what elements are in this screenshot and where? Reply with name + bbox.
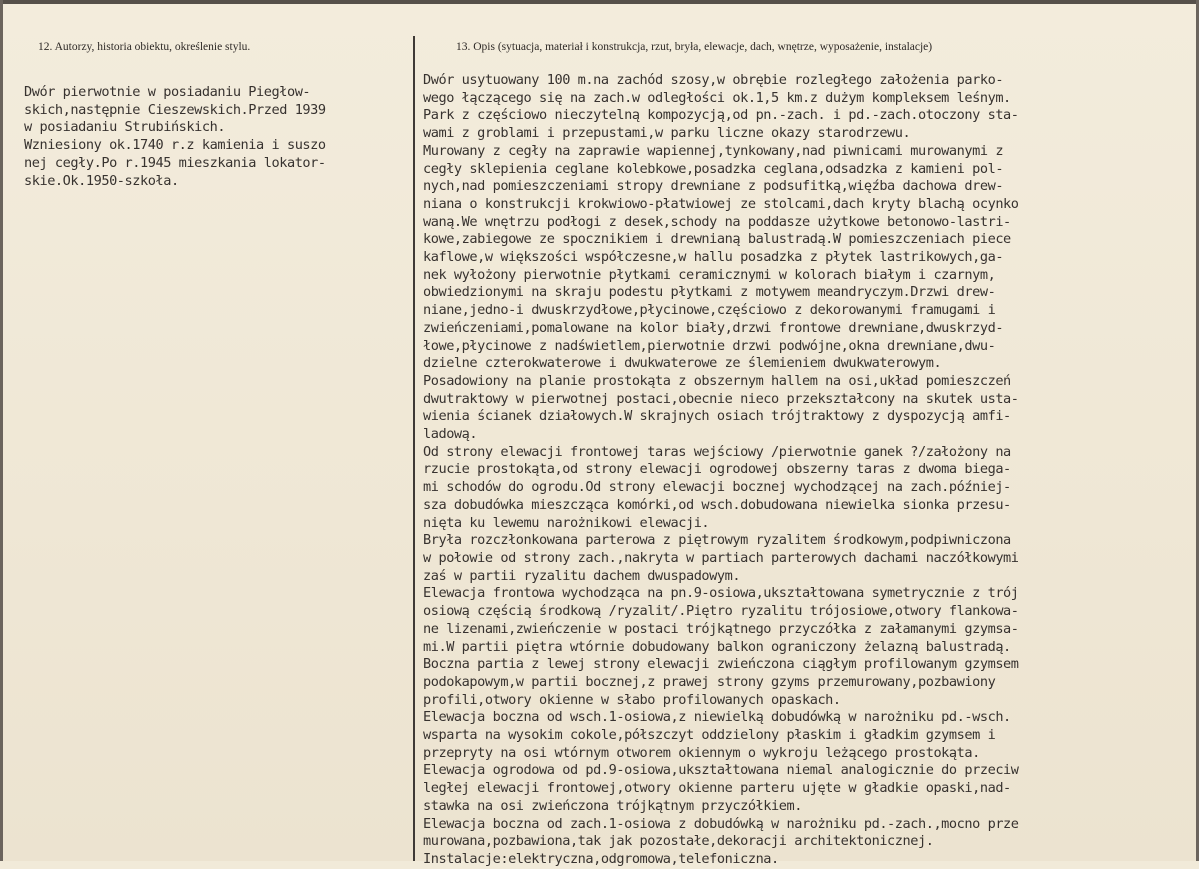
description-text-line: podokapowym,w partii bocznej,z prawej strony gzyms przemurowany,pozbawiony — [423, 673, 996, 690]
description-text-line: Park z częściowo nieczytelną kompozycją,od pn.-zach. i pd.-zach.otoczony sta- — [423, 107, 1019, 124]
history-text-line: skich,następnie Cieszewskich.Przed 1939 — [24, 101, 326, 118]
top-border — [0, 0, 1199, 4]
description-text-line: Elewacja boczna od zach.1-osiowa z dobudówką w narożniku pd.-zach.,mocno prze — [423, 815, 1019, 832]
description-text-line: zaś w partii ryzalitu dachem dwuspadowym. — [423, 567, 741, 584]
description-text-line: zwieńczeniami,pomalowane na kolor biały,drzwi frontowe drewniane,dwuskrzyd- — [423, 319, 1004, 336]
description-text-line: nięta ku lewemu narożnikowi elewacji. — [423, 514, 710, 531]
description-text-line: murowana,pozbawiona,tak jak pozostałe,dekoracji architektonicznej. — [423, 833, 934, 850]
description-text-line: dzielne czterokwaterowe i dwukwaterowe ze ślemieniem dwukwaterowym. — [423, 355, 942, 372]
description-text-line: rzucie prostokąta,od strony elewacji ogrodowej obszerny taras z dwoma biegа- — [423, 461, 1011, 478]
description-text-line: wienia ścianek działowych.W skrajnych osiach trójtraktowy z dyspozycją amfi- — [423, 408, 1011, 425]
description-text-line: mi schodów do ogrodu.Od strony elewacji bocznej wychodzącej na zach.później- — [423, 479, 1011, 496]
description-text-line: osiową częścią środkową /ryzalit/.Piętro ryzalitu trójosiowe,otwory flankowa- — [423, 603, 1019, 620]
description-text-line: w połowie od strony zach.,nakryta w partiach parterowych dachami naczółkowymi — [423, 549, 1019, 566]
description-text-line: Bryła rozczłonkowana parterowa z piętrowym ryzalitem środkowym,podpiwniczona — [423, 532, 1011, 549]
description-text-line: stawka na osi zwieńczona trójkątnym przyczółkiem. — [423, 797, 802, 814]
description-text-line: nych,nad pomieszczeniami stropy drewniane z podsufitką,więźba dachowa drew- — [423, 178, 1004, 195]
description-text-line: sza dobudówka mieszcząca komórki,od wsch.dobudowana niewielka sionka przesu- — [423, 496, 1011, 513]
history-text-line: skie.Ok.1950-szkoła. — [24, 172, 179, 189]
description-text-line: niana o konstrukcji krokwiowo-płatwiowej ze stolcami,dach kryty blachą ocynko — [423, 195, 1019, 212]
left-border — [0, 0, 3, 861]
description-text-line: przeprуty na osi wtórnym otworem okiennym o wykroju leżącego prostokąta. — [423, 744, 980, 761]
description-text-line: Elewacja boczna od wsch.1-osiowa,z niewielką dobudówką w narożniku pd.-wsch. — [423, 709, 1011, 726]
description-text-line: Boczna partia z lewej strony elewacji zwieńczona ciągłym profilowanym gzymsem — [423, 656, 1019, 673]
description-text-line: Elewacja frontowa wychodząca na pn.9-osiowa,ukształtowana symetrycznie z trój — [423, 585, 1019, 602]
description-text-line: wego łączącego się na zach.w odległości ok.1,5 km.z dużym kompleksem leśnym. — [423, 89, 1011, 106]
description-text-line: Posadowiony na planie prostokąta z obszernym hallem na osi,układ pomieszczeń — [423, 372, 1011, 389]
column-divider — [413, 36, 415, 861]
description-text-line: Elewacja ogrodowa od pd.9-osiowa,ukształtowana niemal analogicznie do przeciw — [423, 762, 1019, 779]
description-text-line: dwutraktowy w pierwotnej postaci,obecnie nieco przekształcony na skutek usta- — [423, 390, 1019, 407]
description-text-line: niane,jedno-i dwuskrzydłowe,płycinowe,częściowo z dekorowanymi framugami i — [423, 302, 996, 319]
description-text-line: Od strony elewacji frontowej taras wejściowy /pierwotnie ganek ?/założony na — [423, 443, 1011, 460]
description-text-block — [423, 72, 1195, 869]
history-text-line: nej cegły.Po r.1945 mieszkania lokator- — [24, 154, 326, 171]
description-text-line: Dwór usytuowany 100 m.na zachód szosy,w obrębie rozległego założenia parko- — [423, 72, 1004, 88]
description-text-line: ladową. — [423, 426, 478, 443]
description-text-line: wsparta na wysokim cokole,półszczyt oddzielony płaskim i gładkim gzymsem i — [423, 727, 996, 744]
history-text-block — [24, 84, 409, 190]
description-text-line: waną.We wnętrzu podłogi z desek,schody na poddasze użytkowe betonowo-lastri- — [423, 213, 1011, 230]
history-text-line: w posiadaniu Strubińskich. — [24, 119, 226, 136]
description-text-line: nek wyłożony pierwotnie płytkami ceramicznymi w kolorach białym i czarnym, — [423, 266, 996, 283]
description-text-line: cegły sklepienia ceglane kolebkowe,posadzka ceglana,odsadzka z kamieni pol- — [423, 160, 1004, 177]
description-text-line: Instalacje:elektryczna,odgromowa,telefoniczna. — [423, 850, 779, 867]
history-text-line: Wzniesiony ok.1740 r.z kamienia i suszo — [24, 137, 326, 154]
description-text-line: Murowany z cegły na zaprawie wapiennej,tynkowany,nad piwnicami murowanymi z — [423, 142, 1004, 159]
description-text-line: kowe,zabiegowe ze spocznikiem i drewnianą balustradą.W pomieszczeniach piece — [423, 231, 1011, 248]
description-text-line: obwiedzionymi na skraju podestu płytkami z motywem meandryczym.Drzwi drew- — [423, 284, 996, 301]
description-text-line: profili,otwory okienne w słabo profilowanych opaskach. — [423, 691, 841, 708]
description-text-line: kaflowe,w większości współczesne,w hallu posadzka z płytek lastrikowych,ga- — [423, 249, 1004, 266]
section-13-header: 13. Opis (sytuacja, materiał i konstrukcja, rzut, bryła, elewacje, dach, wnętrze, wyposażenie, instalacje) — [456, 41, 933, 53]
description-text-line: łowe,płycinowe z nadświetlem,pierwotnie drzwi podwójne,okna drewniane,dwu- — [423, 337, 996, 354]
description-text-line: ne lizenami,zwieńczenie w postaci trójkątnego przyczółka z załamanymi gzymsa- — [423, 620, 1019, 637]
history-text-line: Dwór pierwotnie w posiadaniu Piegłow- — [24, 84, 311, 100]
description-text-line: mi.W partii piętra wtórnie dobudowany balkon ograniczony żelazną balustradą. — [423, 638, 1011, 655]
section-12-header: 12. Autorzy, historia obiektu, określenie stylu. — [38, 41, 251, 53]
description-text-line: wami z groblami i przepustami,w parku liczne okazy starodrzewu. — [423, 125, 911, 142]
description-text-line: ległej elewacji frontowej,otwory okienne parteru ujęte w gładkie opaski,nad- — [423, 780, 1011, 797]
